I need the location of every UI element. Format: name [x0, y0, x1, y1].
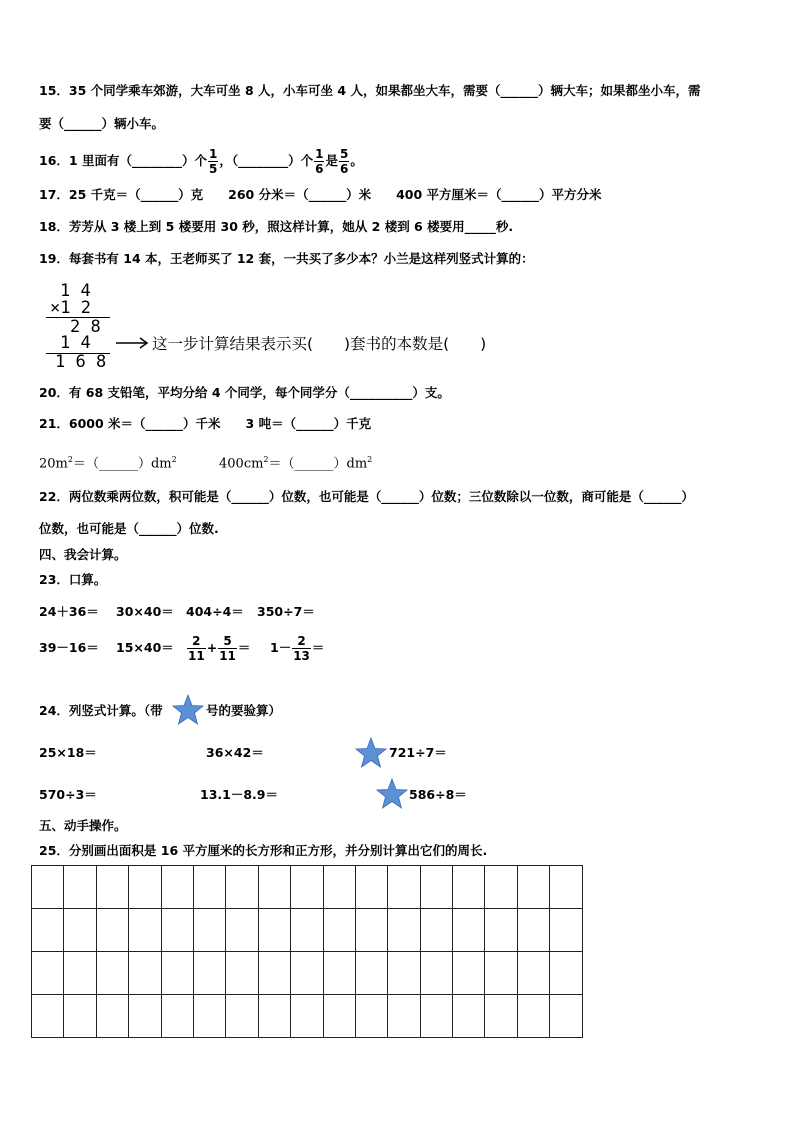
question-21-line2-b: $400cm^2=(\_\_\_\_\_\_)dm^2$ [219, 455, 373, 472]
question-16 [39, 146, 363, 176]
question-15-line2: 要（______）辆小车。 [39, 116, 165, 131]
question-21-line2-a: $20m^2=(\_\_\_\_\_\_)dm^2$ [39, 455, 177, 472]
calc-note: 这一步计算结果表示买( )套书的本数是( ) [152, 335, 487, 353]
written-2: 36×42＝ [206, 745, 264, 760]
grid-row [32, 952, 583, 995]
question-20: 20．有 68 支铅笔，平均分给 4 个同学，每个同学分（__________）支。 [39, 385, 450, 400]
star-icon [376, 778, 408, 809]
grid-row [32, 866, 583, 909]
calc-row-3: 2 8 [70, 317, 101, 337]
fraction-5-6: $\frac{5}{6}$ [339, 147, 349, 176]
oral-8: 1－ $\frac{2}{13}$ ＝ [270, 634, 325, 663]
q16-text-1: 16．1 里面有（________）个 [39, 153, 207, 168]
oral-5: 39－16＝ [39, 640, 99, 655]
question-24-title-b: 号的要验算） [206, 703, 282, 718]
section-5-heading: 五、动手操作。 [39, 818, 127, 833]
written-5: 13.1－8.9＝ [200, 787, 278, 802]
written-6: 586÷8＝ [409, 787, 467, 802]
question-19: 19．每套书有 14 本，王老师买了 12 套，一共买了多少本？小兰是这样列竖式计算的： [39, 251, 534, 266]
grid-row [32, 995, 583, 1038]
question-21-line1: 21．6000 米＝（______）千米 3 吨＝（______）千克 [39, 416, 372, 431]
written-1: 25×18＝ [39, 745, 97, 760]
question-17: 17．25 千克＝（______）克 260 分米＝（______）米 400 平方厘米＝（______）平方分米 [39, 187, 602, 202]
drawing-grid[interactable] [31, 865, 583, 1038]
fraction-1-6: $\frac{1}{6}$ [315, 147, 324, 176]
oral-4: 350÷7＝ [257, 604, 315, 619]
calc-row-2: ×1 2 [50, 298, 91, 318]
star-icon [172, 694, 204, 725]
q16-text-3: 是 [325, 153, 338, 168]
fraction-1-5: $\frac{1}{5}$ [208, 147, 218, 176]
oral-3: 404÷4＝ [186, 604, 244, 619]
arrow-icon [116, 337, 150, 349]
calc-row-1: 1 4 [60, 281, 91, 301]
calc-row-5: 1 6 8 [55, 352, 107, 372]
question-22-line2: 位数，也可能是（______）位数. [39, 521, 219, 536]
fraction-2-13: $\frac{2}{13}$ [293, 634, 310, 663]
grid-row [32, 909, 583, 952]
question-23-title: 23．口算。 [39, 572, 107, 587]
fraction-2-11: $\frac{2}{11}$ [188, 634, 205, 663]
oral-1: 24＋36＝ [39, 604, 99, 619]
question-24-title-a: 24．列竖式计算。（带 [39, 703, 163, 718]
written-3: 721÷7＝ [389, 745, 447, 760]
question-22-line1: 22．两位数乘两位数，积可能是（______）位数，也可能是（______）位数；三位数除以一位数，商可能是（______） [39, 489, 694, 504]
calc-row-4: 1 4 [60, 333, 91, 353]
question-25: 25．分别画出面积是 16 平方厘米的长方形和正方形，并分别计算出它们的周长. [39, 843, 488, 858]
oral-6: 15×40＝ [116, 640, 174, 655]
q16-text-4: 。 [350, 153, 363, 168]
oral-2: 30×40＝ [116, 604, 174, 619]
oral-7: $\frac{2}{11}$ + $\frac{5}{11}$ ＝ [188, 634, 251, 663]
star-icon [355, 737, 387, 768]
written-4: 570÷3＝ [39, 787, 97, 802]
fraction-5-11: $\frac{5}{11}$ [219, 634, 236, 663]
question-18: 18．芳芳从 3 楼上到 5 楼要用 30 秒，照这样计算，她从 2 楼到 6 楼要用_____秒. [39, 219, 514, 234]
q16-text-2: ，（________）个 [219, 153, 314, 168]
question-15-line1: 15．35 个同学乘车郊游，大车可坐 8 人，小车可坐 4 人，如果都坐大车，需要（______）辆大车；如果都坐小车，需 [39, 83, 701, 98]
section-4-heading: 四、我会计算。 [39, 547, 127, 562]
